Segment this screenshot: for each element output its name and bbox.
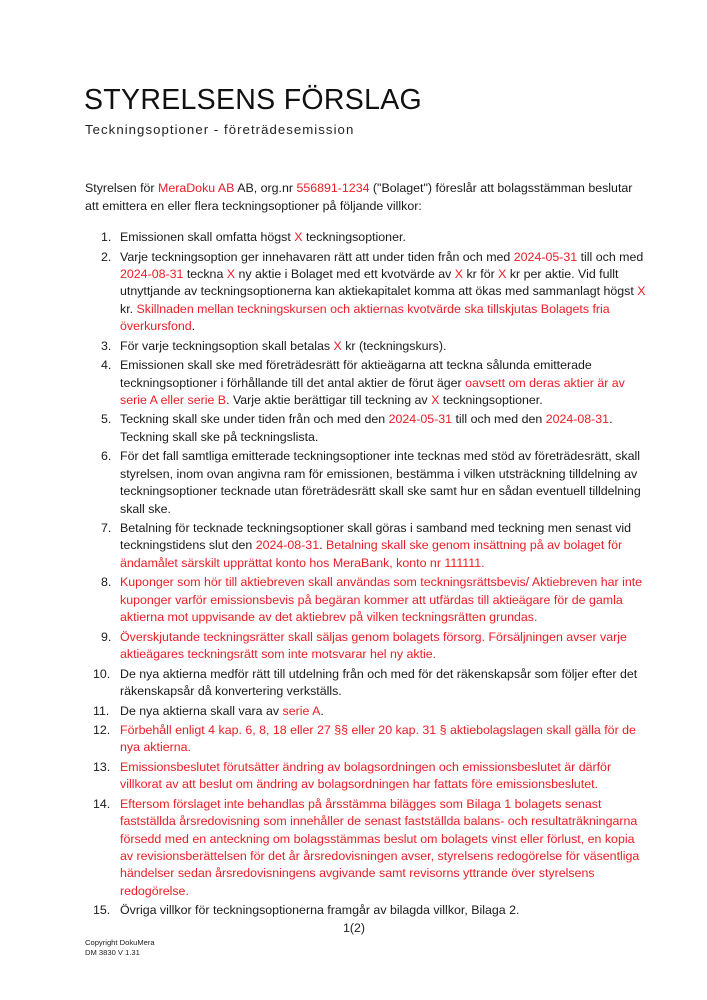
text-segment: kr. — [120, 301, 137, 316]
text-segment: kr per aktie. Vid fullt utnyttjande av teckningsoptionerna kan aktiekapitalet komma att ökas med sammanlagt högst — [120, 266, 638, 299]
list-item — [85, 574, 650, 626]
text-segment: teckna — [183, 266, 227, 281]
highlighted-text: Förbehåll enligt 4 kap. 6, 8, 18 eller 27 §§ eller 20 kap. 31 § aktiebolagslagen skall gälla för de nya aktierna. — [120, 723, 636, 755]
text-segment: Emissionen skall omfatta högst — [120, 230, 295, 244]
list-item — [85, 703, 650, 720]
highlighted-text: X — [498, 266, 507, 281]
footer — [85, 938, 155, 958]
intro-paragraph — [85, 180, 645, 215]
item-number: 12. — [93, 723, 111, 737]
highlighted-text: Skillnaden mellan teckningskursen och aktiernas kvotvärde ska tillskjutas Bolagets fria överkursfond — [120, 301, 610, 334]
highlighted-text: 2024-08-31 — [120, 266, 184, 281]
list-item — [85, 629, 650, 664]
text-segment: teckningsoptioner. — [302, 230, 406, 244]
text-segment: ("Bolaget") föreslår att bolagsstämman beslutar att emittera en eller flera teckningsoptioner på följande villkor: — [85, 181, 633, 213]
version-text: DM 3830 V 1.31 — [85, 948, 140, 957]
text-segment: till och med den — [452, 412, 546, 427]
highlighted-text: 2024-05-31 — [513, 249, 578, 264]
list-item — [85, 666, 650, 701]
item-number: 14. — [93, 796, 111, 811]
highlighted-text: MeraDoku AB — [158, 181, 235, 195]
item-number: 9. — [101, 629, 112, 644]
text-segment: . Varje aktie berättigar till teckning av — [226, 392, 432, 407]
highlighted-text: 556891-1234 — [296, 181, 370, 195]
text-segment: För det fall samtliga emitterade teckningsoptioner inte tecknas med stöd av företrädesrätt, skall styrelsen, inom ovan angivna ram för emissionen, bestämma i vilken utsträckning tilldelning av teckningsoptioner tecknade utan företrädesrätt skall ske samt hur en sådan eventuell tilldelning skall ske. — [120, 449, 641, 516]
item-number: 1. — [101, 230, 112, 244]
text-segment: De nya aktierna medför rätt till utdelning från och med för det räkenskapsår som följer efter det räkenskapsår då konvertering verkställs. — [120, 666, 638, 698]
text-segment: För varje teckningsoption skall betalas — [120, 338, 334, 353]
highlighted-text: 2024-08-31 — [255, 538, 320, 553]
text-segment: teckningsoptioner. — [439, 392, 543, 407]
terms-list — [85, 229, 650, 922]
text-segment: kr (teckningskurs). — [341, 338, 447, 353]
highlighted-text: oavsett om deras aktier är av serie A eller serie B — [120, 375, 625, 407]
list-item — [85, 411, 650, 446]
highlighted-text: Emissionsbeslutet förutsätter ändring av bolagsordningen och emissionsbeslutet är därför villkorat av att beslut om ändring av bolagsordningen har fattats före emissionsbeslutet. — [120, 759, 612, 792]
list-item — [85, 902, 650, 919]
text-segment: Betalning för tecknade teckningsoptioner skall göras i samband med teckning men senast vid teckningstidens slut den — [120, 521, 632, 553]
text-segment: till och med — [577, 249, 644, 264]
page-number: 1(2) — [343, 921, 366, 935]
text-segment: Emissionen skall ske med företrädesrätt för aktieägarna att teckna sålunda emitterade teckningsoptioner i förhållande till det antal aktier de förut äger — [120, 358, 592, 390]
list-item — [85, 229, 650, 246]
text-segment: . — [191, 319, 196, 334]
item-number: 3. — [101, 338, 112, 353]
highlighted-text: Kuponger som hör till aktiebreven skall användas som teckningsrättsbevis/ Aktiebreven har inte kuponger varför emissionsbevis på begäran kommer att utfärdas till aktieägare för de gamla aktierna mot uppvisande av det aktiebrev på vilken teckningsrätten grundas. — [120, 575, 643, 625]
list-item — [85, 357, 650, 409]
item-number: 10. — [93, 666, 111, 681]
highlighted-text: X — [294, 230, 303, 244]
item-number: 5. — [101, 412, 112, 427]
text-segment: . — [320, 703, 324, 718]
highlighted-text: X — [637, 284, 646, 299]
item-number: 6. — [101, 449, 112, 464]
list-item — [85, 448, 650, 518]
document-subtitle: Teckningsoptioner - företrädesemission — [85, 122, 355, 137]
item-number: 2. — [101, 249, 112, 264]
item-number: 15. — [93, 903, 111, 918]
list-item — [85, 759, 650, 794]
list-item — [85, 338, 650, 355]
list-item — [85, 520, 650, 572]
item-number: 13. — [93, 759, 111, 774]
highlighted-text: X — [431, 392, 440, 407]
text-segment: Teckning skall ske under tiden från och med den — [120, 412, 389, 427]
highlighted-text: serie A — [282, 703, 321, 718]
text-segment: Styrelsen för — [85, 181, 158, 195]
text-segment: De nya aktierna skall vara av — [120, 703, 283, 718]
item-number: 4. — [101, 358, 112, 373]
highlighted-text: Överskjutande teckningsrätter skall säljas genom bolagets försorg. Försäljningen avser varje aktieägares teckningsrätt som inte motsvarar hel ny aktie. — [120, 629, 627, 662]
list-item — [85, 249, 650, 336]
highlighted-text: 2024-08-31 — [545, 412, 610, 427]
text-segment: . Teckning skall ske på teckningslista. — [120, 412, 613, 444]
highlighted-text: Betalning skall ske genom insättning på av bolaget för ändamålet särskilt upprättat konto hos MeraBank, konto nr 111111. — [120, 538, 623, 570]
text-segment: Övriga villkor för teckningsoptionerna framgår av bilagda villkor, Bilaga 2. — [120, 903, 520, 918]
text-segment: Varje teckningsoption ger innehavaren rätt att under tiden från och med — [120, 249, 514, 264]
highlighted-text: X — [454, 266, 464, 281]
item-number: 11. — [93, 703, 110, 718]
document-title: STYRELSENS FÖRSLAG — [84, 84, 422, 116]
highlighted-text: 2024-05-31 — [388, 412, 453, 427]
item-number: 8. — [101, 575, 112, 590]
item-number: 7. — [101, 521, 112, 536]
text-segment: . — [319, 538, 326, 553]
list-item — [85, 796, 650, 900]
text-segment: ny aktie i Bolaget med ett kvotvärde av — [235, 266, 455, 281]
highlighted-text: X — [226, 266, 236, 281]
copyright-text: Copyright DokuMera — [85, 938, 155, 947]
highlighted-text: Eftersom förslaget inte behandlas på årsstämma bilägges som Bilaga 1 bolagets senast fastställda årsredovisning som innehåller de senast fastställda balans- och resultaträkningarna försedd med en anteckning om bolagsstämmas beslut om bolagets vinst eller förlust, en kopia av revisionsberättelsen för det år årsredovisningen avser, styrelsens redogörelse för väsentliga händelser sedan årsredovisningens avgivande samt revisorns yttrande över styrelsens redogörelse. — [120, 796, 640, 898]
list-item — [85, 722, 650, 757]
highlighted-text: X — [333, 338, 342, 353]
text-segment: kr för — [463, 266, 499, 281]
text-segment: AB, org.nr — [234, 181, 297, 195]
